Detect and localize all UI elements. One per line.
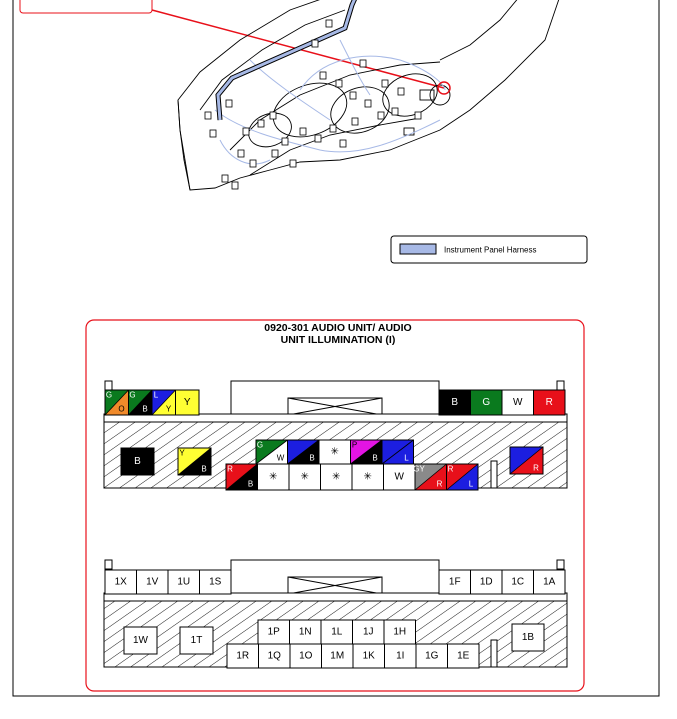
instrument-panel-drawing <box>178 0 560 190</box>
pin-label: ✳ <box>300 471 309 483</box>
pin-label: 1J <box>362 626 374 638</box>
dash-connector-block <box>352 118 358 125</box>
dash-connector-block <box>226 100 232 107</box>
dash-connector-block <box>243 128 249 135</box>
pin-bottom-label: L <box>468 479 474 489</box>
connector-pin <box>105 570 137 594</box>
pin-label: B <box>451 397 459 408</box>
dash-connector-block <box>315 135 321 142</box>
connector-pin <box>471 570 503 594</box>
connector-pin <box>351 440 383 464</box>
dash-connector-block <box>250 160 256 167</box>
dash-connector-block <box>378 112 384 119</box>
pin-label: 1A <box>543 576 556 588</box>
dash-connector-block <box>398 88 404 95</box>
connector-pin <box>322 644 354 668</box>
connector-pin <box>439 570 471 594</box>
connector-pin <box>382 440 414 464</box>
connector-pin <box>321 464 353 490</box>
connector-pin <box>384 464 416 490</box>
pin-label: W <box>394 471 404 483</box>
harness-branches <box>215 40 445 164</box>
connector-pin <box>447 464 479 490</box>
dash-connector-block <box>365 100 371 107</box>
connector-top-colors <box>104 381 567 490</box>
pin-label: 1W <box>133 635 148 646</box>
connector-title-line2: UNIT ILLUMINATION (I) <box>280 334 396 346</box>
connector-pin <box>385 644 417 668</box>
pin-label: 1C <box>511 576 525 588</box>
connector-pin <box>416 644 448 668</box>
dash-connector-block <box>300 128 306 135</box>
pin-label: 1R <box>236 650 250 662</box>
pin-label: 1P <box>267 626 280 638</box>
pin-top-label: G <box>105 390 113 400</box>
connector-pin <box>259 644 291 668</box>
connector-pin <box>439 390 471 415</box>
connector-pin <box>176 390 200 415</box>
pin-label: ✳ <box>332 471 341 483</box>
dash-connector-block <box>320 72 326 79</box>
connector-pin <box>168 570 200 594</box>
connector-pin <box>502 570 534 594</box>
callout-box <box>20 0 152 13</box>
connector-pin <box>384 620 416 644</box>
connector-pin <box>448 644 480 668</box>
connector-pin <box>289 464 321 490</box>
connector-pin <box>152 390 176 415</box>
key-slot <box>491 461 497 488</box>
connector-pin <box>137 570 169 594</box>
dash-connector-block <box>272 150 278 157</box>
pin-bottom-label: L <box>404 453 409 463</box>
pin-bottom-label: Y <box>165 404 172 414</box>
pin-top-label: GY <box>413 464 425 474</box>
connector-pin <box>321 620 353 644</box>
dash-connector-block <box>290 160 296 167</box>
connector-bottom-pins <box>104 560 567 668</box>
dash-connector-block <box>415 112 421 119</box>
pin-top-label: Y <box>179 448 185 458</box>
dash-connector-block <box>210 130 216 137</box>
connector-title-line1: 0920-301 AUDIO UNIT/ AUDIO <box>264 322 412 334</box>
dash-connector-block <box>282 138 288 145</box>
pin-bottom-label: R <box>436 479 443 489</box>
connector-pin <box>502 390 534 415</box>
connector-pin <box>121 448 154 475</box>
legend-swatch <box>400 244 436 254</box>
connector-pin <box>256 440 288 464</box>
dash-connector-block <box>312 40 318 47</box>
pin-bottom-label: B <box>247 479 254 489</box>
pin-top-label: L <box>153 390 159 400</box>
pin-label: 1V <box>146 576 159 588</box>
connector-pin <box>258 620 290 644</box>
connector-pin <box>290 644 322 668</box>
pin-bottom-label: O <box>118 404 125 414</box>
connector-pin <box>512 624 544 651</box>
pin-label: 1I <box>396 650 405 662</box>
connector-pin <box>534 570 566 594</box>
key-slot <box>491 640 497 667</box>
pin-bottom-label: B <box>142 404 148 414</box>
connector-pin <box>352 464 384 490</box>
pin-bottom-label: B <box>201 464 207 474</box>
pin-bottom-label: B <box>309 453 315 463</box>
connector-pin <box>129 390 153 415</box>
pin-label: 1M <box>330 650 345 662</box>
pin-label: W <box>513 397 523 408</box>
pin-top-label: R <box>447 464 454 474</box>
legend <box>391 236 587 263</box>
pin-label: 1N <box>298 626 312 638</box>
dash-connector-block <box>330 125 336 132</box>
pin-label: 1U <box>177 576 191 588</box>
pin-label: ✳ <box>269 471 278 483</box>
dash-connector-block <box>340 140 346 147</box>
dash-connector-block <box>258 120 264 127</box>
dash-connector-block <box>205 112 211 119</box>
dash-connector-block <box>382 80 388 87</box>
connector-pin <box>319 440 351 464</box>
connector-pin <box>353 644 385 668</box>
dash-connectors <box>205 20 421 189</box>
connector-pin <box>178 448 211 475</box>
pin-label: 1D <box>479 576 493 588</box>
pin-label: 1S <box>209 576 222 588</box>
pin-bottom-label: R <box>533 463 539 473</box>
pin-label: 1K <box>362 650 375 662</box>
dash-connector-block <box>360 60 366 67</box>
dash-connector-block <box>238 150 244 157</box>
legend-label: Instrument Panel Harness <box>444 245 537 255</box>
connector-pin <box>226 464 258 490</box>
dash-connector-block <box>392 108 398 115</box>
pin-label: B <box>134 456 141 467</box>
dash-connector-block <box>350 92 356 99</box>
dash-connector-block <box>336 80 342 87</box>
pin-label: 1L <box>331 626 343 638</box>
connector-pin <box>471 390 503 415</box>
connector-pin <box>105 390 129 415</box>
dash-connector-block <box>326 20 332 27</box>
pin-label: 1E <box>457 650 470 662</box>
pin-bottom-label: B <box>372 453 378 463</box>
pin-top-label: R <box>227 464 233 474</box>
pin-label: 1X <box>114 576 127 588</box>
dash-connector-block <box>270 112 276 119</box>
pin-label: Y <box>183 397 191 408</box>
pin-label: ✳ <box>363 471 372 483</box>
pin-top-label: P <box>351 440 358 450</box>
pin-label: 1H <box>393 626 407 638</box>
connector-pin <box>180 627 213 654</box>
connector-pin <box>510 447 543 474</box>
connector-pin <box>200 570 232 594</box>
pin-label: 1F <box>448 576 461 588</box>
pin-label: 1B <box>521 632 535 643</box>
pin-label: 1T <box>190 635 203 646</box>
connector-pin <box>288 440 320 464</box>
connector-pin <box>258 464 290 490</box>
dash-connector-block <box>222 175 228 182</box>
pin-top-label: G <box>129 390 136 400</box>
pin-bottom-label: W <box>276 453 285 463</box>
pin-label: ✳ <box>330 446 339 458</box>
connector-pin <box>124 627 157 654</box>
pin-label: R <box>545 397 553 408</box>
connector-pin <box>353 620 385 644</box>
pin-label: G <box>482 397 491 408</box>
connector-pin <box>227 644 259 668</box>
pin-label: 1G <box>425 650 439 662</box>
pin-label: 1Q <box>267 650 281 662</box>
connector-pin <box>413 464 446 490</box>
pin-label: 1O <box>299 650 313 662</box>
connector-pin <box>290 620 322 644</box>
connector-pin <box>534 390 566 415</box>
pin-top-label: G <box>256 440 264 450</box>
dash-connector-block <box>232 182 238 189</box>
